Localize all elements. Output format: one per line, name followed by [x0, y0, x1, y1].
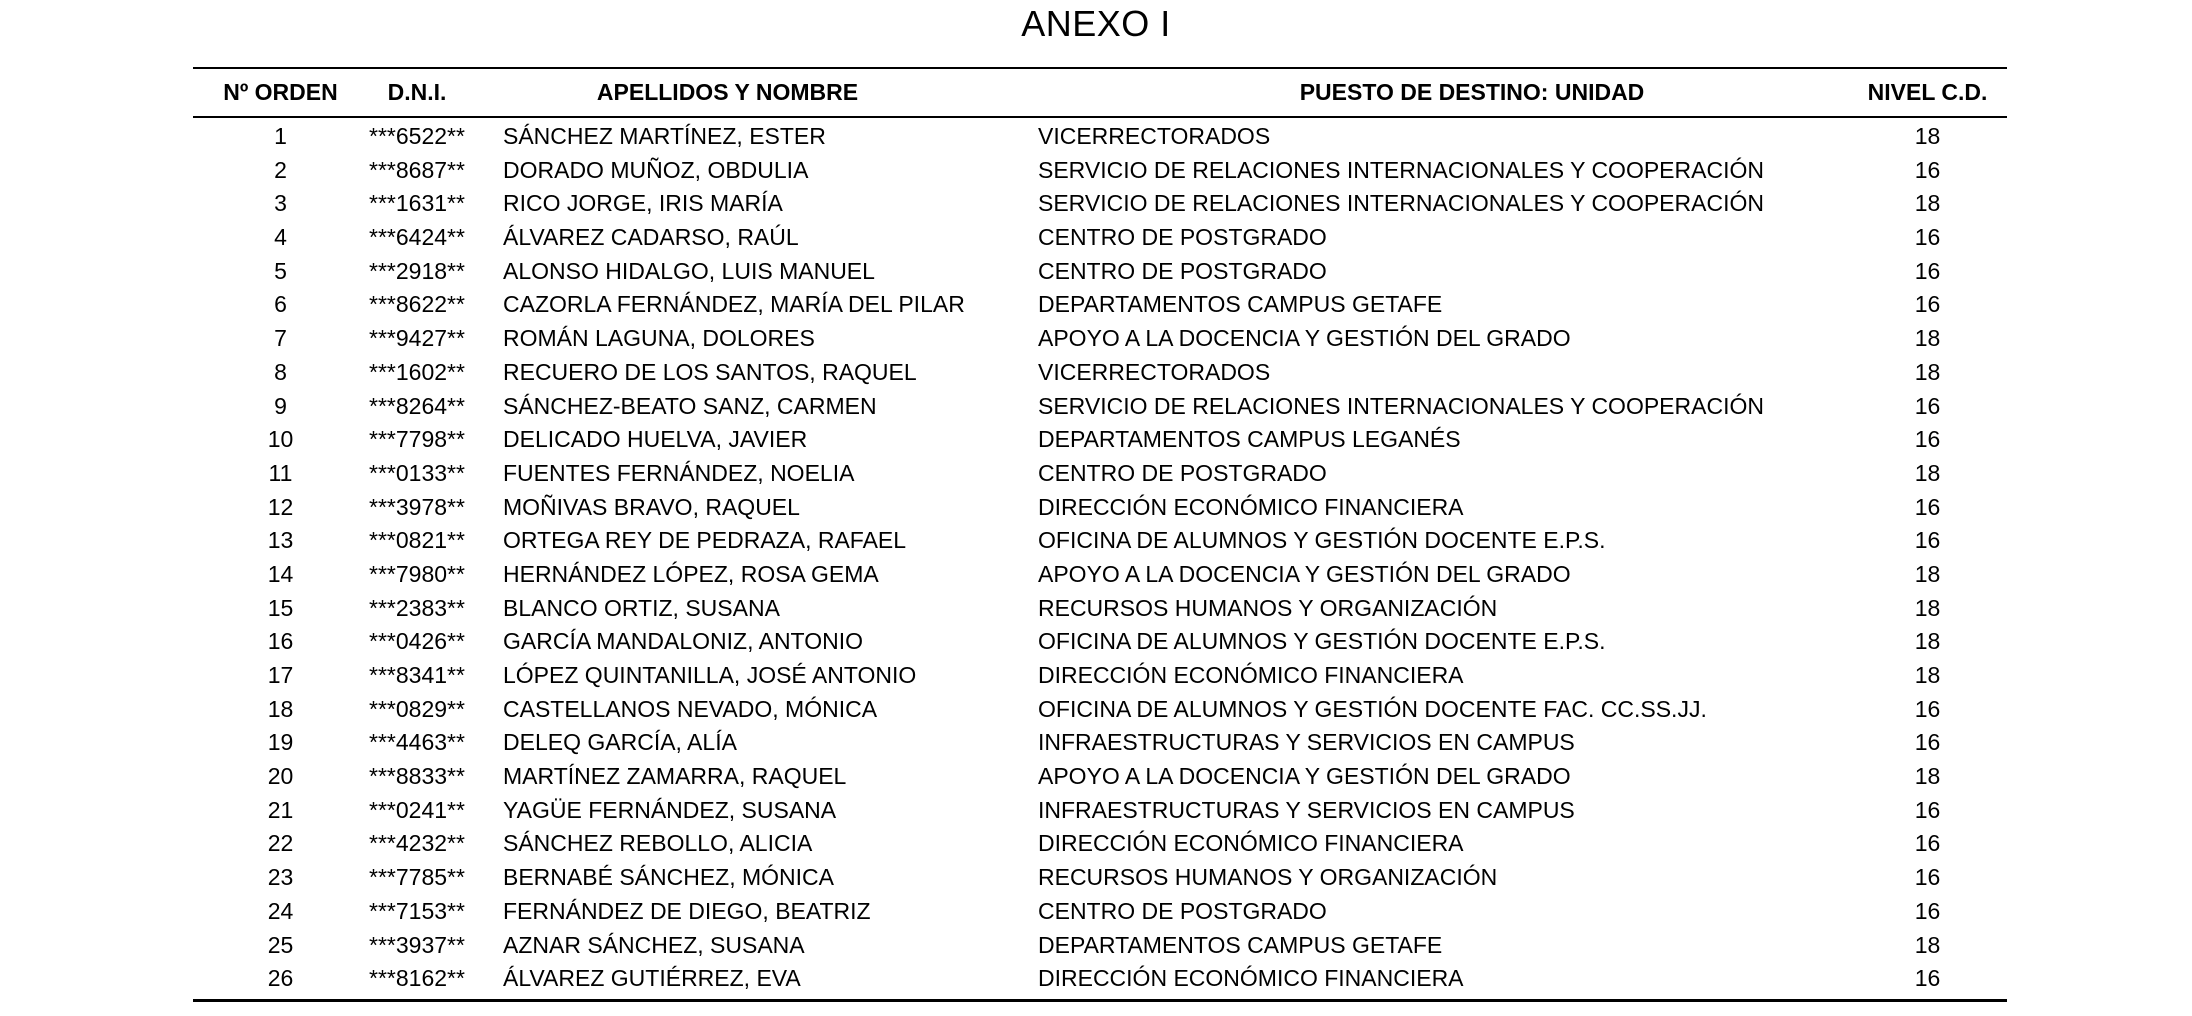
- cell-name: MOÑIVAS BRAVO, RAQUEL: [503, 493, 800, 520]
- cell-name: BERNABÉ SÁNCHEZ, MÓNICA: [503, 864, 834, 891]
- table-row: [193, 558, 2007, 592]
- header-orden: Nº ORDEN: [223, 79, 338, 105]
- cell-name: SÁNCHEZ MARTÍNEZ, ESTER: [503, 123, 826, 149]
- cell-unit: OFICINA DE ALUMNOS Y GESTIÓN DOCENTE E.P.S.: [1038, 628, 1606, 655]
- cell-unit: APOYO A LA DOCENCIA Y GESTIÓN DEL GRADO: [1038, 325, 1571, 352]
- cell-name: MARTÍNEZ ZAMARRA, RAQUEL: [503, 763, 847, 790]
- cell-name: AZNAR SÁNCHEZ, SUSANA: [503, 931, 805, 958]
- table-row: [193, 726, 2007, 760]
- cell-name: SÁNCHEZ-BEATO SANZ, CARMEN: [503, 392, 877, 419]
- table-row: [193, 861, 2007, 895]
- header-dni: D.N.I.: [387, 79, 447, 105]
- table-header-rule: [193, 116, 2007, 118]
- cell-orden: 20: [267, 763, 294, 790]
- cell-orden: 8: [274, 358, 287, 385]
- cell-unit: VICERRECTORADOS: [1038, 358, 1271, 385]
- table-row: [193, 794, 2007, 828]
- cell-orden: 18: [267, 695, 294, 722]
- cell-nivel: 16: [1914, 897, 1941, 924]
- cell-name: ÁLVAREZ CADARSO, RAÚL: [503, 224, 799, 251]
- cell-name: HERNÁNDEZ LÓPEZ, ROSA GEMA: [503, 560, 879, 587]
- table-row: [193, 592, 2007, 626]
- table-row: [193, 221, 2007, 255]
- cell-name: DORADO MUÑOZ, OBDULIA: [503, 156, 809, 183]
- cell-orden: 19: [267, 729, 294, 756]
- cell-name: ROMÁN LAGUNA, DOLORES: [503, 325, 815, 352]
- table-row: [193, 625, 2007, 659]
- cell-nivel: 16: [1914, 291, 1941, 318]
- cell-dni: ***7785**: [369, 864, 465, 891]
- table-row: [193, 255, 2007, 289]
- cell-name: FUENTES FERNÁNDEZ, NOELIA: [503, 459, 855, 486]
- cell-unit: CENTRO DE POSTGRADO: [1038, 224, 1327, 251]
- cell-nivel: 16: [1914, 493, 1941, 520]
- cell-dni: ***8687**: [369, 156, 465, 183]
- cell-nivel: 18: [1914, 763, 1941, 790]
- cell-dni: ***6424**: [369, 224, 465, 251]
- cell-dni: ***8341**: [369, 662, 465, 688]
- table-row: [193, 288, 2007, 322]
- cell-dni: ***3937**: [369, 931, 465, 958]
- cell-orden: 7: [274, 325, 287, 352]
- header-nivel: NIVEL C.D.: [1867, 79, 1988, 105]
- cell-orden: 24: [267, 897, 294, 924]
- cell-nivel: 18: [1914, 358, 1941, 385]
- table-row: [193, 659, 2007, 693]
- cell-unit: DIRECCIÓN ECONÓMICO FINANCIERA: [1038, 965, 1464, 992]
- cell-orden: 5: [274, 257, 287, 284]
- cell-nivel: 18: [1914, 628, 1941, 655]
- table-bottom-rule: [193, 999, 2007, 1002]
- cell-orden: 10: [267, 426, 294, 453]
- cell-unit: DEPARTAMENTOS CAMPUS GETAFE: [1038, 931, 1443, 958]
- cell-orden: 25: [267, 931, 294, 958]
- cell-name: DELICADO HUELVA, JAVIER: [503, 426, 808, 453]
- cell-nivel: 16: [1914, 864, 1941, 891]
- cell-orden: 14: [267, 560, 294, 587]
- cell-name: ORTEGA REY DE PEDRAZA, RAFAEL: [503, 527, 907, 554]
- cell-name: GARCÍA MANDALONIZ, ANTONIO: [503, 628, 863, 655]
- cell-orden: 1: [274, 123, 287, 149]
- cell-unit: DEPARTAMENTOS CAMPUS LEGANÉS: [1038, 426, 1461, 453]
- cell-nivel: 16: [1914, 257, 1941, 284]
- cell-orden: 22: [267, 830, 294, 857]
- cell-nivel: 18: [1914, 560, 1941, 587]
- cell-dni: ***6522**: [369, 123, 465, 149]
- cell-dni: ***1602**: [369, 358, 465, 385]
- table-row: [193, 356, 2007, 390]
- cell-unit: CENTRO DE POSTGRADO: [1038, 257, 1327, 284]
- cell-nivel: 18: [1914, 931, 1941, 958]
- cell-unit: SERVICIO DE RELACIONES INTERNACIONALES Y COOPERACIÓN: [1038, 392, 1764, 419]
- table-row: [193, 390, 2007, 424]
- cell-name: YAGÜE FERNÁNDEZ, SUSANA: [503, 796, 837, 823]
- cell-dni: ***0426**: [369, 628, 465, 655]
- table-row: [193, 827, 2007, 861]
- cell-nivel: 16: [1914, 156, 1941, 183]
- cell-orden: 6: [274, 291, 287, 318]
- cell-nivel: 16: [1914, 695, 1941, 722]
- cell-unit: DEPARTAMENTOS CAMPUS GETAFE: [1038, 291, 1443, 318]
- table-body: [193, 120, 2007, 996]
- cell-orden: 15: [267, 594, 294, 621]
- cell-nivel: 18: [1914, 325, 1941, 352]
- cell-dni: ***7798**: [369, 426, 465, 453]
- cell-dni: ***0133**: [369, 459, 465, 486]
- cell-unit: CENTRO DE POSTGRADO: [1038, 459, 1327, 486]
- table-row: [193, 524, 2007, 558]
- cell-nivel: 16: [1914, 224, 1941, 251]
- cell-nivel: 18: [1914, 190, 1941, 217]
- table-row: [193, 760, 2007, 794]
- cell-unit: SERVICIO DE RELACIONES INTERNACIONALES Y COOPERACIÓN: [1038, 156, 1764, 183]
- cell-dni: ***8833**: [369, 763, 465, 790]
- cell-dni: ***7153**: [369, 897, 465, 924]
- cell-orden: 2: [274, 156, 287, 183]
- cell-dni: ***9427**: [369, 325, 465, 352]
- cell-name: DELEQ GARCÍA, ALÍA: [503, 729, 737, 756]
- cell-dni: ***0821**: [369, 527, 465, 554]
- header-name: APELLIDOS Y NOMBRE: [596, 79, 859, 105]
- cell-name: CAZORLA FERNÁNDEZ, MARÍA DEL PILAR: [503, 291, 965, 318]
- cell-dni: ***7980**: [369, 560, 465, 587]
- cell-name: FERNÁNDEZ DE DIEGO, BEATRIZ: [503, 897, 871, 924]
- table-row: [193, 423, 2007, 457]
- cell-nivel: 18: [1914, 459, 1941, 486]
- cell-unit: INFRAESTRUCTURAS Y SERVICIOS EN CAMPUS: [1038, 729, 1575, 756]
- cell-unit: RECURSOS HUMANOS Y ORGANIZACIÓN: [1038, 594, 1498, 621]
- cell-dni: ***2383**: [369, 594, 465, 621]
- cell-name: CASTELLANOS NEVADO, MÓNICA: [503, 695, 878, 722]
- cell-orden: 11: [268, 459, 293, 486]
- table-row: [193, 154, 2007, 188]
- table-row: [193, 322, 2007, 356]
- cell-dni: ***8264**: [369, 392, 465, 419]
- cell-name: LÓPEZ QUINTANILLA, JOSÉ ANTONIO: [503, 662, 917, 688]
- cell-nivel: 16: [1914, 426, 1941, 453]
- cell-dni: ***0829**: [369, 695, 465, 722]
- cell-name: ALONSO HIDALGO, LUIS MANUEL: [503, 257, 875, 284]
- cell-name: ÁLVAREZ GUTIÉRREZ, EVA: [503, 965, 801, 992]
- header-unit: PUESTO DE DESTINO: UNIDAD: [1299, 79, 1645, 105]
- cell-dni: ***1631**: [369, 190, 465, 217]
- cell-nivel: 16: [1914, 965, 1941, 992]
- cell-orden: 21: [267, 796, 294, 823]
- cell-unit: OFICINA DE ALUMNOS Y GESTIÓN DOCENTE E.P.S.: [1038, 527, 1606, 554]
- cell-nivel: 18: [1914, 123, 1941, 149]
- cell-nivel: 16: [1914, 796, 1941, 823]
- cell-dni: ***8622**: [369, 291, 465, 318]
- cell-nivel: 18: [1914, 662, 1941, 688]
- cell-name: BLANCO ORTIZ, SUSANA: [503, 594, 780, 621]
- cell-orden: 3: [274, 190, 287, 217]
- cell-unit: OFICINA DE ALUMNOS Y GESTIÓN DOCENTE FAC. CC.SS.JJ.: [1038, 695, 1707, 722]
- table-row: [193, 929, 2007, 963]
- cell-orden: 4: [274, 224, 287, 251]
- cell-nivel: 16: [1914, 392, 1941, 419]
- cell-name: RICO JORGE, IRIS MARÍA: [503, 190, 783, 217]
- cell-unit: CENTRO DE POSTGRADO: [1038, 897, 1327, 924]
- cell-orden: 9: [274, 392, 287, 419]
- table-row: [193, 120, 2007, 154]
- cell-dni: ***8162**: [369, 965, 465, 992]
- table-row: [193, 457, 2007, 491]
- cell-dni: ***2918**: [369, 257, 465, 284]
- cell-nivel: 16: [1914, 527, 1941, 554]
- cell-dni: ***4232**: [369, 830, 465, 857]
- cell-dni: ***0241**: [369, 796, 465, 823]
- cell-dni: ***3978**: [369, 493, 465, 520]
- cell-unit: VICERRECTORADOS: [1038, 123, 1271, 149]
- cell-orden: 23: [267, 864, 294, 891]
- cell-unit: DIRECCIÓN ECONÓMICO FINANCIERA: [1038, 830, 1464, 857]
- cell-nivel: 16: [1914, 830, 1941, 857]
- table-row: [193, 187, 2007, 221]
- cell-orden: 17: [267, 662, 294, 688]
- cell-unit: APOYO A LA DOCENCIA Y GESTIÓN DEL GRADO: [1038, 560, 1571, 587]
- cell-dni: ***4463**: [369, 729, 465, 756]
- table-row: [193, 491, 2007, 525]
- cell-unit: DIRECCIÓN ECONÓMICO FINANCIERA: [1038, 662, 1464, 688]
- cell-unit: SERVICIO DE RELACIONES INTERNACIONALES Y COOPERACIÓN: [1038, 190, 1764, 217]
- cell-orden: 13: [267, 527, 294, 554]
- cell-unit: RECURSOS HUMANOS Y ORGANIZACIÓN: [1038, 864, 1498, 891]
- cell-orden: 16: [267, 628, 294, 655]
- cell-nivel: 16: [1914, 729, 1941, 756]
- cell-orden: 12: [267, 493, 294, 520]
- table-row: [193, 895, 2007, 929]
- cell-nivel: 18: [1914, 594, 1941, 621]
- table-row: [193, 693, 2007, 727]
- cell-unit: DIRECCIÓN ECONÓMICO FINANCIERA: [1038, 493, 1464, 520]
- cell-name: RECUERO DE LOS SANTOS, RAQUEL: [503, 358, 917, 385]
- cell-name: SÁNCHEZ REBOLLO, ALICIA: [503, 830, 813, 857]
- document-title: ANEXO I: [1021, 3, 1171, 44]
- cell-unit: INFRAESTRUCTURAS Y SERVICIOS EN CAMPUS: [1038, 796, 1575, 823]
- table-row: [193, 962, 2007, 996]
- cell-orden: 26: [267, 965, 294, 992]
- cell-unit: APOYO A LA DOCENCIA Y GESTIÓN DEL GRADO: [1038, 763, 1571, 790]
- table-header: [193, 69, 2007, 116]
